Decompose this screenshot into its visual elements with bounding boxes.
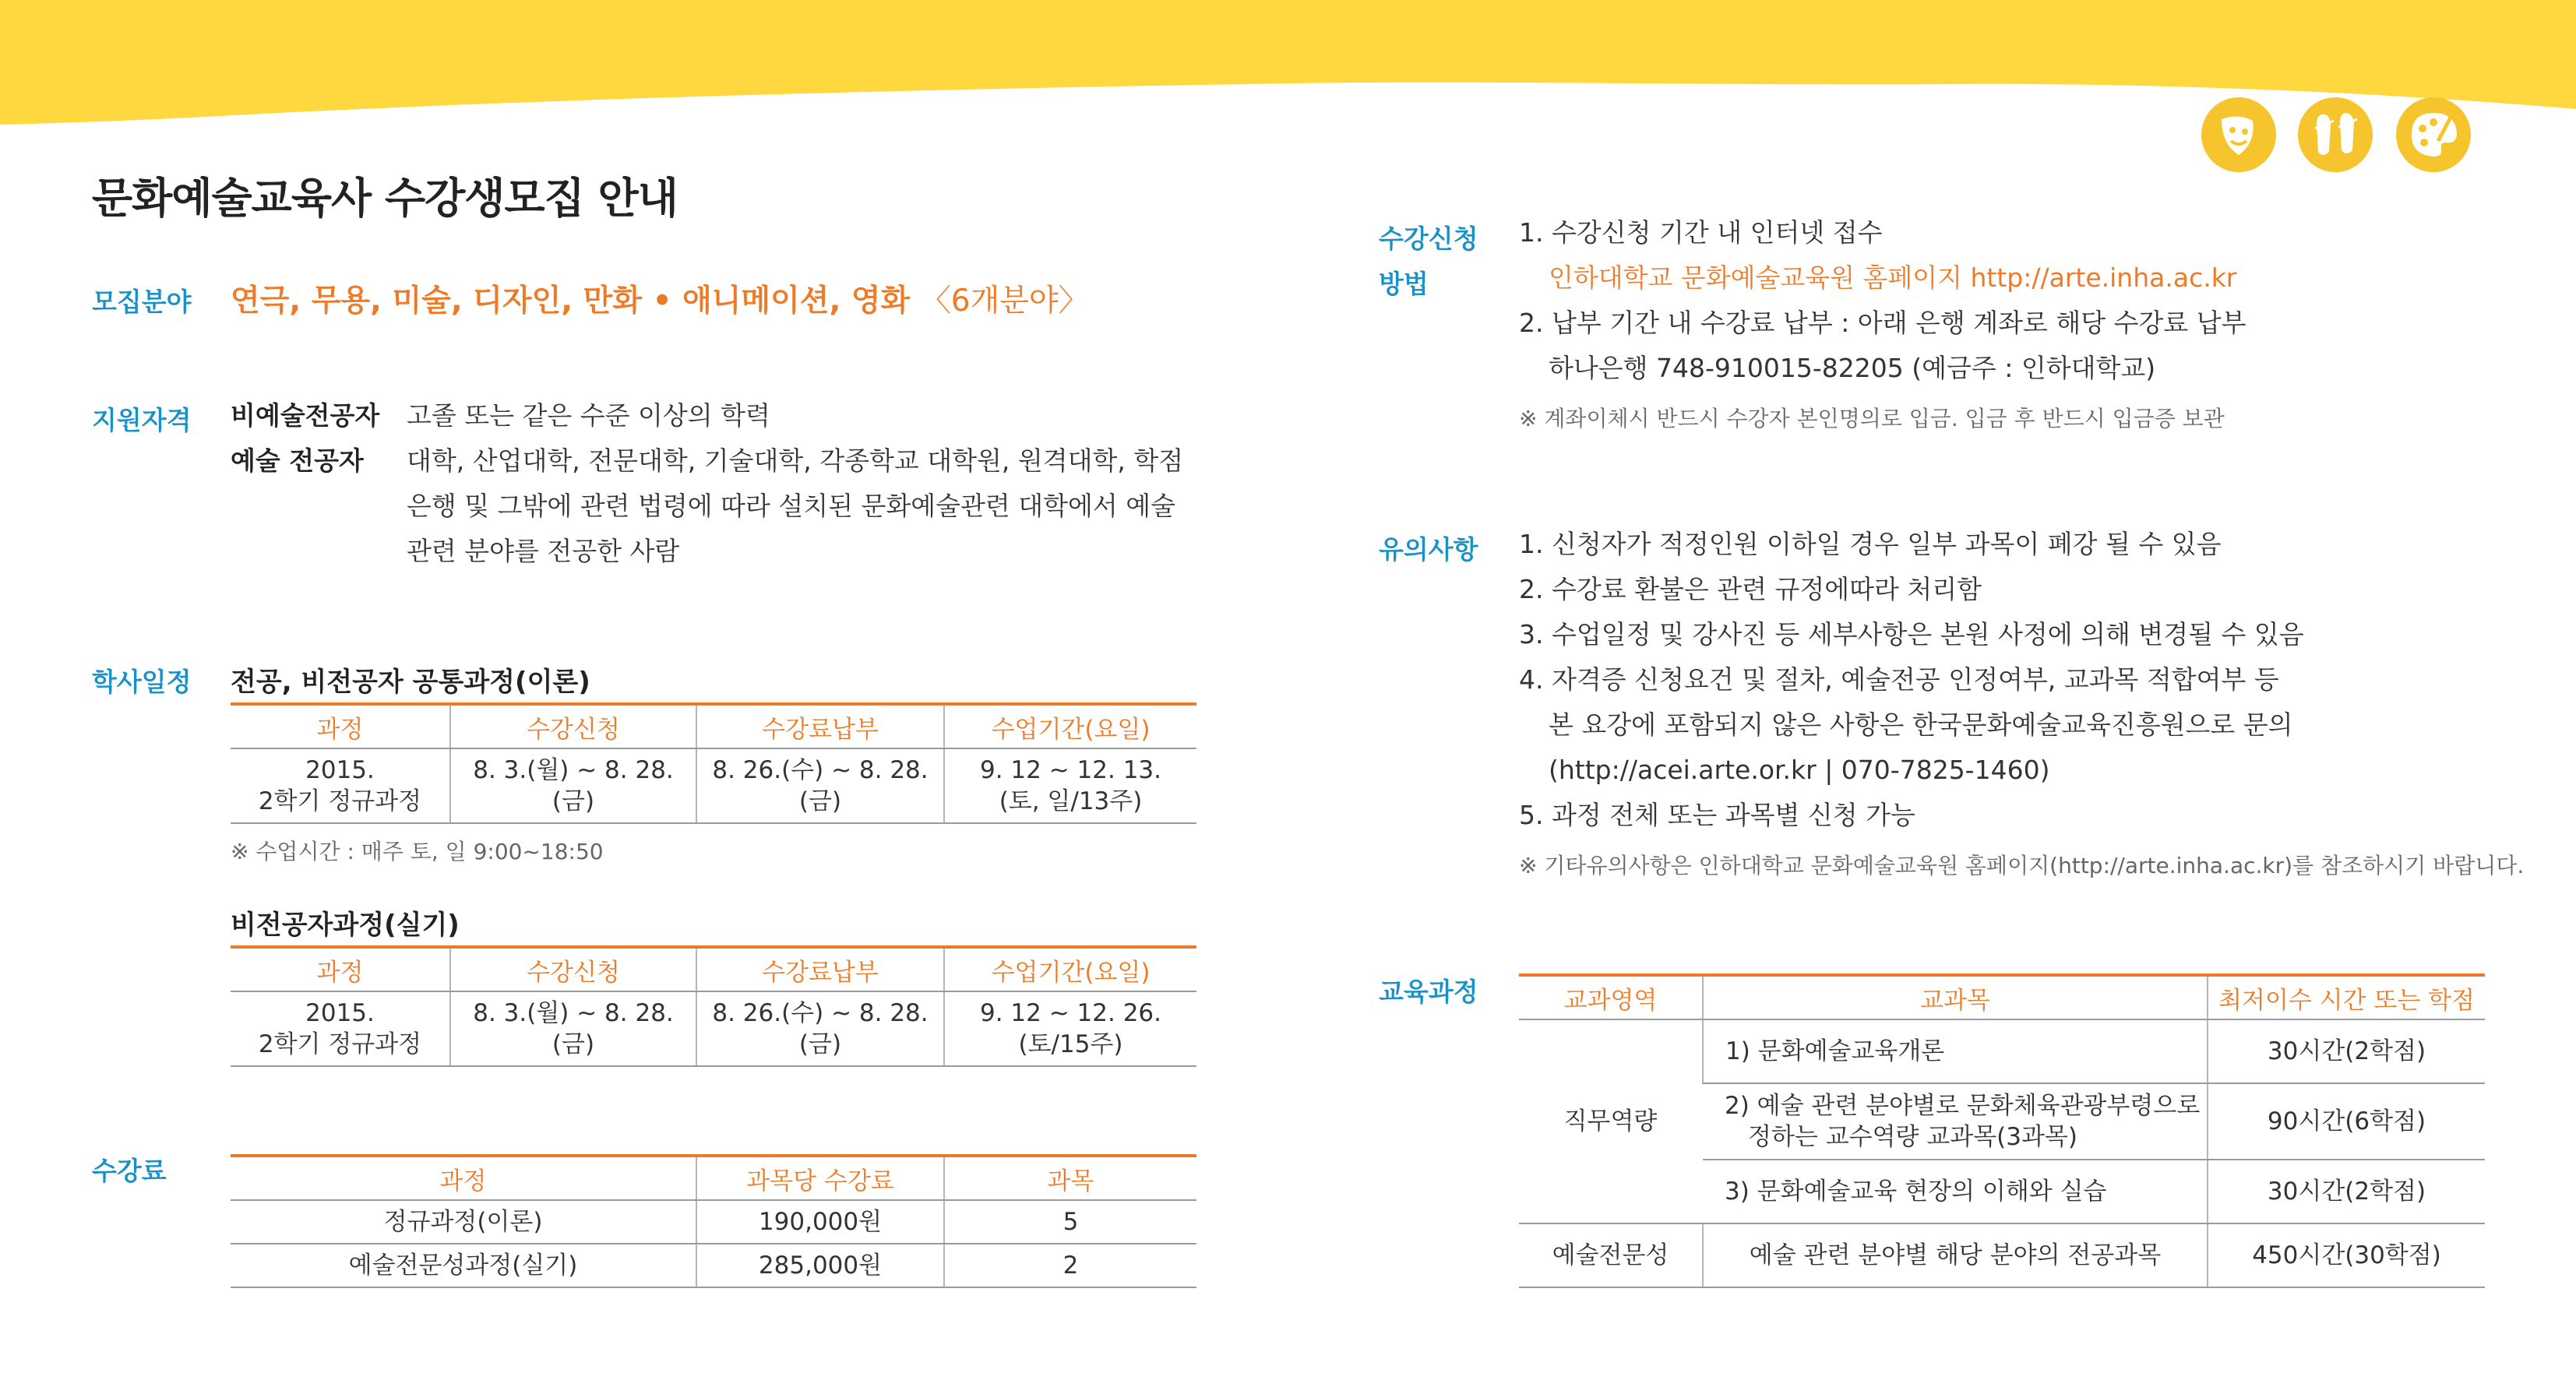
recruit-fields-count: 〈6개분야〉 <box>920 283 1089 319</box>
table-header: 수강료납부 <box>696 947 944 991</box>
table-cell: 예술 관련 분야별 해당 분야의 전공과목 <box>1703 1223 2208 1287</box>
caution-note: ※ 기타유의사항은 인하대학교 문화예술교육원 홈페이지(http://arte.inha.ac.kr)를 참조하시기 바랍니다. <box>1519 853 2525 878</box>
list-item: 2. 수강료 환불은 관련 규정에따라 처리함 <box>1519 574 1982 604</box>
table-header: 수강료납부 <box>696 704 944 748</box>
table-header-row <box>231 1156 1196 1200</box>
table-row <box>1519 1223 2485 1287</box>
class-time-note: ※ 수업시간 : 매주 토, 일 9:00~18:50 <box>231 839 604 864</box>
table-cell: 90시간(6학점) <box>2208 1083 2485 1160</box>
table-header-row <box>231 704 1196 748</box>
recruit-fields <box>231 276 1089 320</box>
qualification-row-major <box>231 438 1183 574</box>
qualification-desc <box>407 438 1183 574</box>
apply-label-line: 방법 <box>1379 269 1429 299</box>
table-header: 수강신청 <box>450 947 696 991</box>
table-cell <box>231 748 450 823</box>
apply-block <box>1519 210 2247 391</box>
apply-step-1: 1. 수강신청 기간 내 인터넷 접수 <box>1519 217 1883 248</box>
fee-table <box>231 1154 1196 1288</box>
curriculum-label: 교육과정 <box>1379 977 1478 1007</box>
table-cell: 8. 26.(수) ~ 8. 28.(금) <box>696 748 944 823</box>
qualification-type: 비예술전공자 <box>231 400 380 431</box>
art-palette-icon <box>2396 97 2471 172</box>
table-header: 교과영역 <box>1519 975 1703 1019</box>
table-cell: 285,000원 <box>696 1244 944 1287</box>
table-cell: 30시간(2학점) <box>2208 1160 2485 1223</box>
list-item: 3. 수업일정 및 강사진 등 세부사항은 본원 사정에 의해 변경될 수 있음 <box>1519 619 2304 650</box>
dance-shoes-icon <box>2298 97 2373 172</box>
practice-schedule-table <box>231 945 1196 1067</box>
apply-step-2: 2. 납부 기간 내 수강료 납부 : 아래 은행 계좌로 해당 수강료 납부 <box>1519 308 2247 338</box>
cell-line: 2) 예술 관련 분야별로 문화체육관광부령으로 <box>1725 1092 2201 1120</box>
cell-line: 9. 12 ~ 12. 26. <box>979 999 1161 1027</box>
table-header: 수업기간(요일) <box>944 704 1196 748</box>
table-cell: 5 <box>944 1200 1196 1244</box>
table-cell-area: 직무역량 <box>1519 1019 1703 1223</box>
homepage-link[interactable]: 인하대학교 문화예술교육원 홈페이지 http://arte.inha.ac.kr <box>1549 262 2237 293</box>
recruit-fields-list: 연극, 무용, 미술, 디자인, 만화 • 애니메이션, 영화 <box>231 283 911 319</box>
list-item: 4. 자격증 신청요건 및 절차, 예술전공 인정여부, 교과목 적합여부 등 <box>1519 664 2279 695</box>
bank-account: 하나은행 748-910015-82205 (예금주 : 인하대학교) <box>1549 353 2156 383</box>
table-cell: 30시간(2학점) <box>2208 1019 2485 1083</box>
list-item: 1. 신청자가 적정인원 이하일 경우 일부 과목이 폐강 될 수 있음 <box>1519 529 2222 559</box>
qualification-desc-line: 은행 및 그밖에 관련 법령에 따라 설치된 문화예술관련 대학에서 예술 <box>407 491 1175 521</box>
table-header-row <box>231 947 1196 991</box>
table-row <box>1519 1019 2485 1083</box>
table-cell: 8. 3.(월) ~ 8. 28.(금) <box>450 991 696 1066</box>
table-cell: 3) 문화예술교육 현장의 이해와 실습 <box>1703 1160 2208 1223</box>
table-cell <box>231 991 450 1066</box>
qualification-type: 예술 전공자 <box>231 445 364 476</box>
apply-note: ※ 계좌이체시 반드시 수강자 본인명의로 입금. 입금 후 반드시 입금증 보관 <box>1519 406 2225 431</box>
table-header: 과정 <box>231 947 450 991</box>
page-title: 문화예술교육사 수강생모집 안내 <box>92 174 678 223</box>
table-row <box>231 1200 1196 1244</box>
cell-line: (토/15주) <box>1018 1030 1123 1058</box>
cell-line: 2학기 정규과정 <box>258 787 422 815</box>
table-header: 수업기간(요일) <box>944 947 1196 991</box>
table-cell: 정규과정(이론) <box>231 1200 696 1244</box>
qualification-row-nonmajor <box>231 393 1183 438</box>
cell-line: 2015. <box>305 756 375 784</box>
list-item: (http://acei.arte.or.kr | 070-7825-1460) <box>1549 755 2050 785</box>
table-cell: 8. 26.(수) ~ 8. 28.(금) <box>696 991 944 1066</box>
table-row <box>231 1244 1196 1287</box>
list-item: 5. 과정 전체 또는 과목별 신청 가능 <box>1519 800 1915 830</box>
table-header: 과정 <box>231 1156 696 1200</box>
table-cell <box>944 991 1196 1066</box>
table-header: 과목당 수강료 <box>696 1156 944 1200</box>
recruit-label: 모집분야 <box>92 287 192 317</box>
qualification-block <box>231 393 1183 574</box>
caution-label: 유의사항 <box>1379 534 1478 565</box>
table-cell: 2 <box>944 1244 1196 1287</box>
cell-line: (토, 일/13주) <box>999 787 1143 815</box>
table-header: 수강신청 <box>450 704 696 748</box>
curriculum-table <box>1519 973 2485 1288</box>
schedule-label: 학사일정 <box>92 667 192 697</box>
qualification-label: 지원자격 <box>92 405 192 435</box>
table-cell <box>1703 1083 2208 1160</box>
table-cell: 예술전문성과정(실기) <box>231 1244 696 1287</box>
theory-schedule-table <box>231 702 1196 824</box>
apply-label <box>1379 217 1478 307</box>
table-row <box>231 748 1196 823</box>
table-cell: 8. 3.(월) ~ 8. 28.(금) <box>450 748 696 823</box>
qualification-desc-line: 대학, 산업대학, 전문대학, 기술대학, 각종학교 대학원, 원격대학, 학점 <box>407 445 1184 476</box>
table-row <box>231 991 1196 1066</box>
top-banner <box>0 0 2576 132</box>
theater-mask-icon <box>2201 97 2276 172</box>
cell-line: 2학기 정규과정 <box>258 1030 422 1058</box>
table-cell-area: 예술전문성 <box>1519 1223 1703 1287</box>
table-cell: 450시간(30학점) <box>2208 1223 2485 1287</box>
table-cell: 190,000원 <box>696 1200 944 1244</box>
table-header-row <box>1519 975 2485 1019</box>
qualification-desc: 고졸 또는 같은 수준 이상의 학력 <box>407 400 770 431</box>
apply-label-line: 수강신청 <box>1379 224 1478 254</box>
fee-label: 수강료 <box>92 1156 167 1186</box>
table-header: 과정 <box>231 704 450 748</box>
theory-course-title: 전공, 비전공자 공통과정(이론) <box>231 667 590 698</box>
caution-list <box>1519 522 2304 838</box>
cell-line: 2015. <box>305 999 375 1027</box>
table-header: 교과목 <box>1703 975 2208 1019</box>
table-header: 과목 <box>944 1156 1196 1200</box>
cell-line: 정하는 교수역량 교과목(3과목) <box>1748 1123 2077 1151</box>
table-cell <box>944 748 1196 823</box>
table-header: 최저이수 시간 또는 학점 <box>2208 975 2485 1019</box>
practice-course-title: 비전공자과정(실기) <box>231 910 460 941</box>
qualification-desc-line: 관련 분야를 전공한 사람 <box>407 536 680 566</box>
cell-line: 9. 12 ~ 12. 13. <box>979 756 1161 784</box>
list-item: 본 요강에 포함되지 않은 사항은 한국문화예술교육진흥원으로 문의 <box>1549 709 2293 740</box>
table-cell: 1) 문화예술교육개론 <box>1703 1019 2208 1083</box>
